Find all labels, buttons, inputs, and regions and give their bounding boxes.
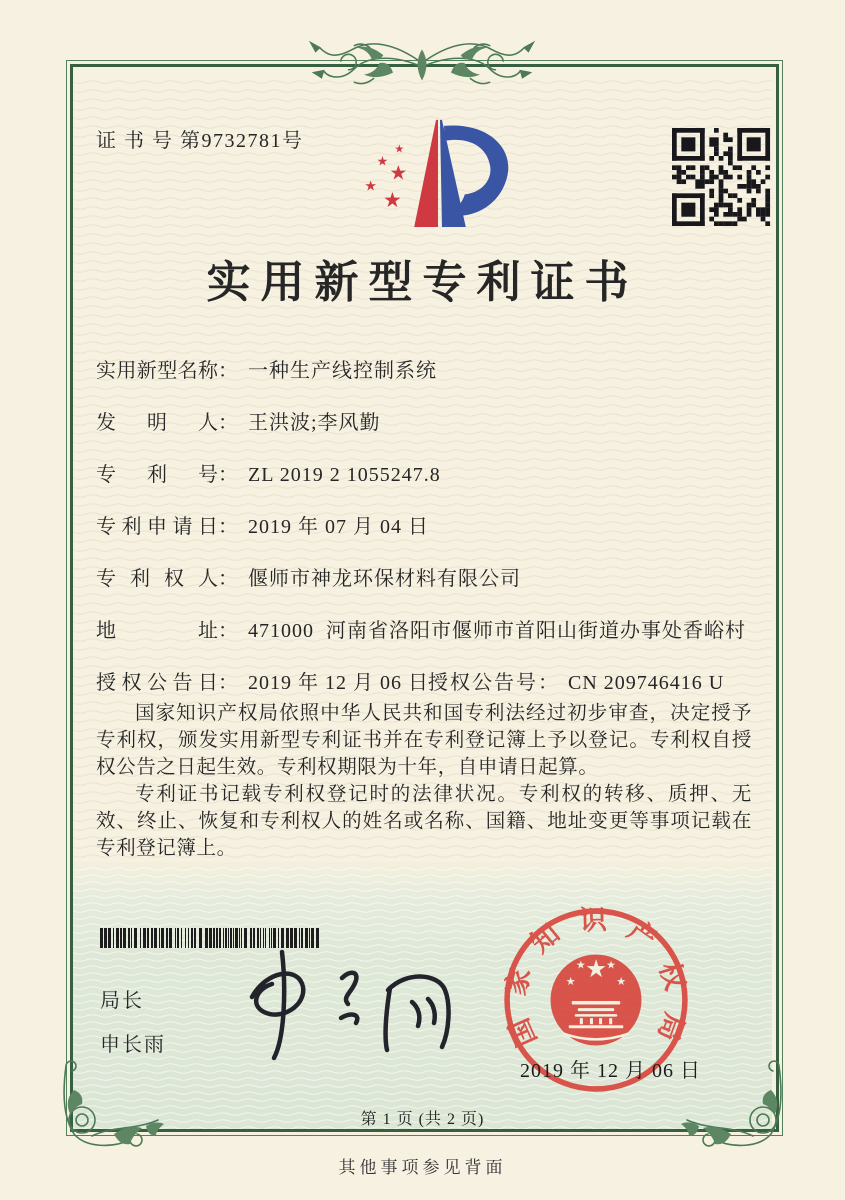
field-value: 王洪波;李风勤 [248, 412, 381, 434]
field-label: 专利申请日 [96, 516, 218, 538]
legal-paragraph-1: 国家知识产权局依照中华人民共和国专利法经过初步审查，决定授予专利权，颁发实用新型专利证书并在专利登记簿上予以登记。专利权自授权公告之日起生效。专利权期限为十年，自申请日起算。 [96, 703, 752, 778]
svg-text:★: ★ [364, 179, 377, 195]
colon: ： [218, 620, 238, 642]
svg-text:★: ★ [376, 154, 389, 169]
colon: ： [218, 568, 238, 590]
officer-name: 申长雨 [100, 1034, 166, 1056]
officer-title: 局长 [100, 990, 144, 1012]
field-row-patentee [96, 562, 756, 614]
certificate-title: 实用新型专利证书 [206, 258, 639, 307]
colon: ： [218, 360, 238, 382]
legal-paragraph-2: 专利证书记载专利权登记时的法律状况。专利权的转移、质押、无效、终止、恢复和专利权人的姓名或名称、国籍、地址变更等事项记载在专利登记簿上。 [96, 784, 752, 859]
grant-number-group [428, 666, 724, 695]
svg-text:★: ★ [616, 975, 627, 988]
seal-org-text: 国家知识产权局 [500, 904, 691, 1052]
colon: ： [218, 672, 238, 694]
field-value: 一种生产线控制系统 [248, 360, 437, 382]
top-flourish-ornament [277, 34, 567, 92]
field-row-inventor [96, 406, 756, 458]
colon: ： [538, 672, 558, 694]
svg-text:★: ★ [606, 959, 617, 972]
svg-text:★: ★ [565, 975, 576, 988]
back-note: 其他事项参见背面 [338, 1158, 507, 1177]
certificate-number: 证 书 号 第9732781号 [96, 130, 304, 152]
svg-text:★: ★ [389, 162, 408, 185]
field-row-address [96, 614, 756, 666]
field-label: 授权公告号 [428, 672, 538, 694]
field-label: 专利权人 [96, 568, 218, 590]
legal-text [96, 700, 752, 862]
cnipa-logo-icon [348, 110, 528, 234]
field-label: 授权公告日 [96, 672, 218, 694]
field-row-name [96, 354, 756, 406]
field-label: 发明人 [96, 412, 218, 434]
field-value: 2019 年 12 月 06 日 [248, 672, 429, 694]
field-value: ZL 2019 2 1055247.8 [248, 464, 441, 486]
field-value: 2019 年 07 月 04 日 [248, 516, 429, 538]
field-label: 专利号 [96, 464, 218, 486]
field-value: 471000 河南省洛阳市偃师市首阳山街道办事处香峪村 [248, 620, 746, 642]
field-value: CN 209746416 U [568, 672, 725, 694]
svg-text:★: ★ [394, 143, 405, 156]
colon: ： [218, 516, 238, 538]
svg-text:★: ★ [383, 188, 402, 213]
qr-code-icon [671, 128, 771, 226]
field-label: 实用新型名称 [96, 360, 218, 382]
field-list [96, 354, 756, 718]
emblem-big-star: ★ [585, 955, 607, 983]
page-indicator: 第 1 页 (共 2 页) [360, 1111, 485, 1128]
field-value: 偃师市神龙环保材料有限公司 [248, 568, 521, 590]
field-label: 地址 [96, 620, 218, 642]
field-row-filing-date [96, 510, 756, 562]
field-row-patent-no [96, 458, 756, 510]
svg-text:★: ★ [575, 959, 586, 972]
seal-date: 2019 年 12 月 06 日 [520, 1060, 701, 1082]
colon: ： [218, 464, 238, 486]
colon: ： [218, 412, 238, 434]
handwritten-signature [222, 942, 472, 1062]
